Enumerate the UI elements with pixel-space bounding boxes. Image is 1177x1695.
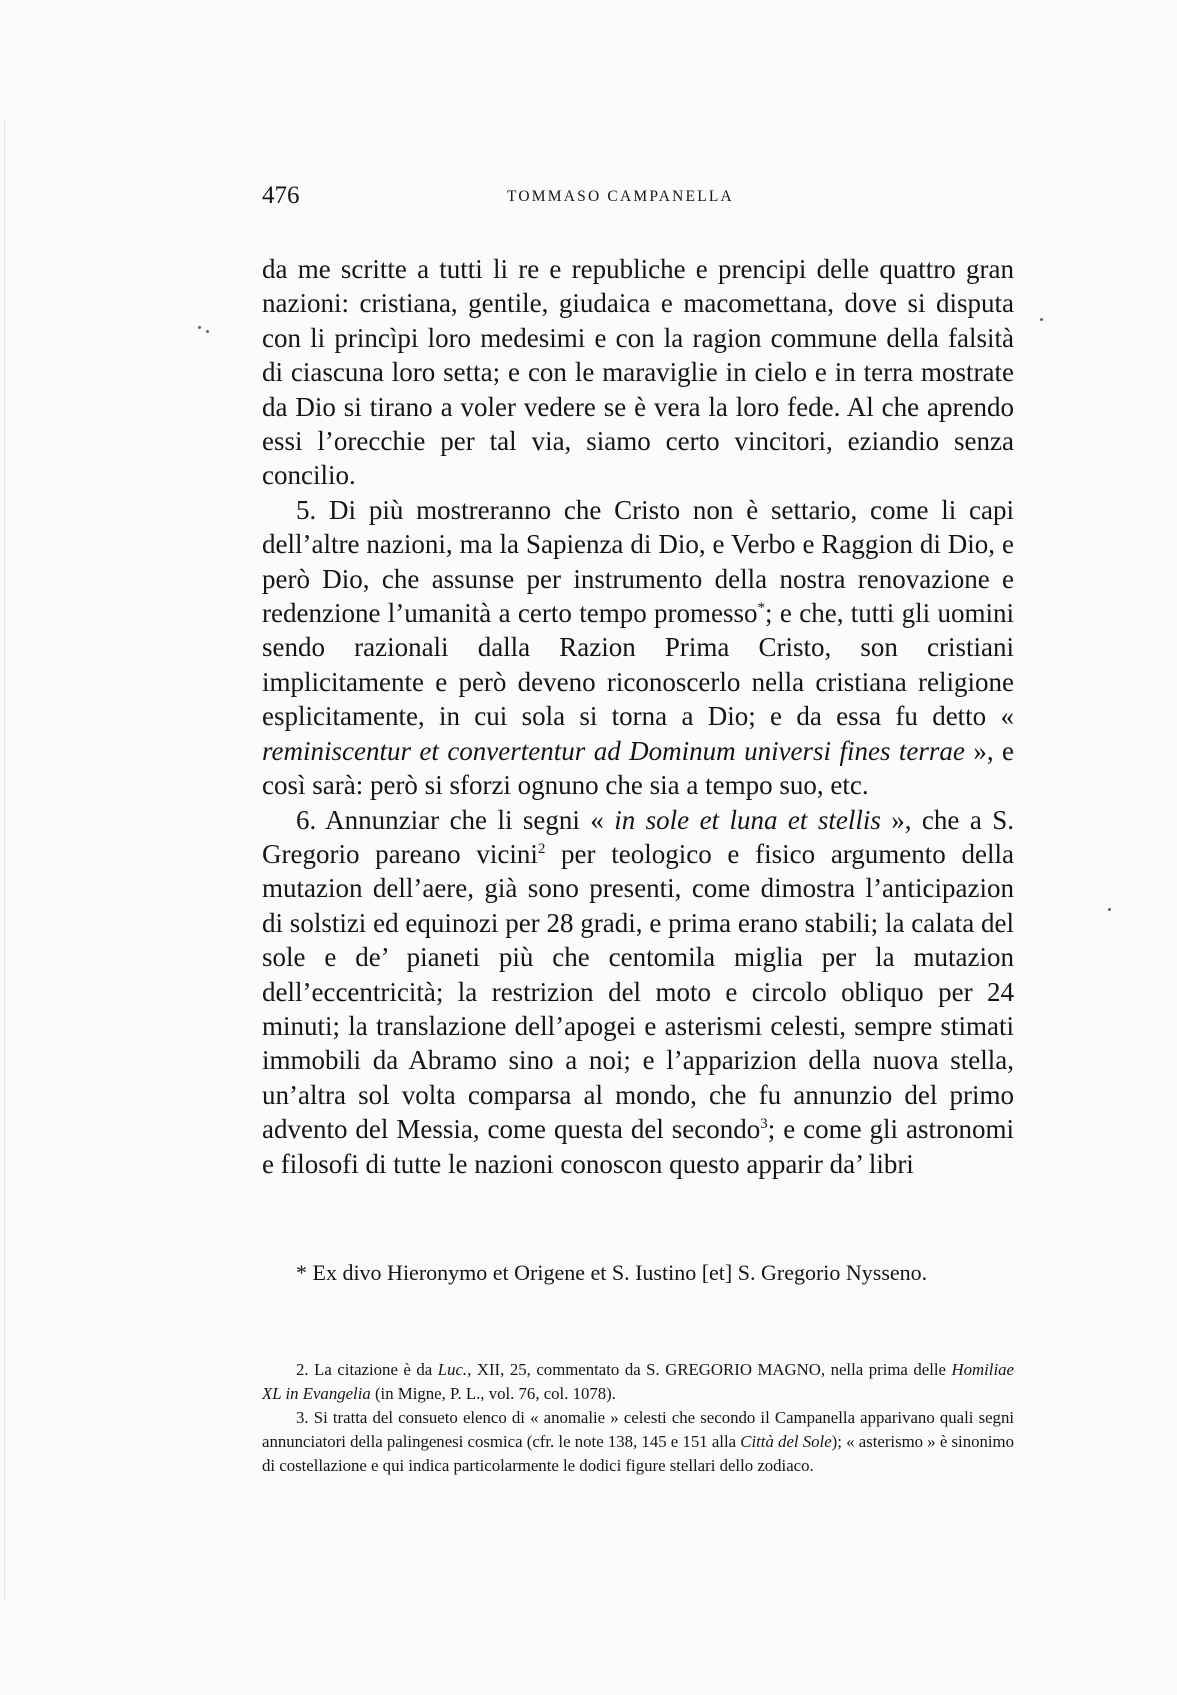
scan-speck (198, 326, 201, 329)
note-reference: 3 (760, 1116, 768, 1133)
note-reference: * (757, 600, 766, 617)
italic-text: reminiscentur et convertentur ad Dominum universi fines terrae (262, 735, 965, 766)
footnote-3: 3. Si tratta del consueto elenco di « anomalie » celesti che secondo il Campanella apparivano quali segni annunciatori della palingenesi cosmica (cfr. le note 138, 145 e 151 alla Città del Sole); « asterismo » è sinonimo di costellazione e qui indica particolarmente le dodici figure stellari dello zodiaco. (262, 1408, 1014, 1475)
scan-speck (1040, 318, 1043, 321)
page-header (262, 182, 1014, 216)
page-number: 476 (262, 182, 300, 209)
italic-text: Homiliae XL in Evangelia (262, 1360, 1014, 1403)
italic-text: in sole et luna et stellis (614, 804, 881, 835)
paragraph-continuation: da me scritte a tutti li re e republiche e prencipi delle quattro gran nazioni: cristiana, gentile, giudaica e macomettana, dove si disputa con li princìpi loro medesimi e con la ragion commune della falsità di ciascuna loro setta; e con le maraviglie in cielo e in terra mostrate da Dio si tirano a voler vedere se è vera la loro fede. Al che aprendo essi l’orecchie per tal via, siamo certo vincitori, eziandio senza concilio. (262, 254, 1014, 491)
scan-speck (206, 330, 209, 333)
author-note (262, 1258, 1014, 1288)
scan-edge-line (4, 120, 5, 1600)
scan-speck (1108, 908, 1111, 911)
running-head: TOMMASO CAMPANELLA (507, 188, 734, 205)
paragraph-point-5: 5. Di più mostreranno che Cristo non è settario, come li capi dell’altre nazioni, ma la Sapienza di Dio, e Verbo e Raggion di Dio, e però Dio, che assunse per instrumento della nostra renovazione e redenzione l’umanità a certo tempo promesso*; e che, tutti gli uomini sendo razionali dalla Razion Prima Cristo, son cristiani implicitamente e però deveno riconoscerlo nella cristiana religione esplicitamente, in cui sola si torna a Dio; e da essa fu detto « reminiscentur et convertentur ad Dominum universi fines terrae », e così sarà: però si sforzi ognuno che sia a tempo suo, etc. (262, 494, 1015, 801)
italic-text: Luc. (437, 1360, 468, 1379)
paragraph-point-6: 6. Annunziar che li segni « in sole et luna et stellis », che a S. Gregorio pareano vicini$^2$ per teologico e fisico argumento della mutazion dell’aere, già sono presenti, come dimostra l’anticipazion di solstizi ed equinozi per 28 gradi, e prima erano stabili; la calata del sole e de’ pianeti più che centomila miglia per la mutazion dell’eccentricità; la restrizion del moto e circolo obliquo per 24 minuti; la translazione dell’apogei e asterismi celesti, sempre stimati immobili da Abramo sino a noi; e l’apparizion della nuova stella, un’altra sol volta comparsa al mondo, che fu annunzio del primo advento del Messia, come questa del secondo$^3$; e come gli astronomi e filosofi di tutte le nazioni conoscon questo apparir da’ libri (262, 804, 1014, 1179)
author-note-text: * Ex divo Hieronymo et Origene et S. Iustino [et] S. Gregorio Nysseno. (296, 1260, 928, 1285)
footnotes (262, 1358, 1014, 1478)
footnote-2: 2. La citazione è da Luc., XII, 25, commentato da S. GREGORIO MAGNO, nella prima delle Homiliae XL in Evangelia (in Migne, P. L., vol. 76, col. 1078). (262, 1360, 1014, 1403)
italic-text: Città del Sole (740, 1432, 832, 1451)
main-text (262, 252, 1014, 1181)
note-reference: 2 (537, 840, 546, 857)
